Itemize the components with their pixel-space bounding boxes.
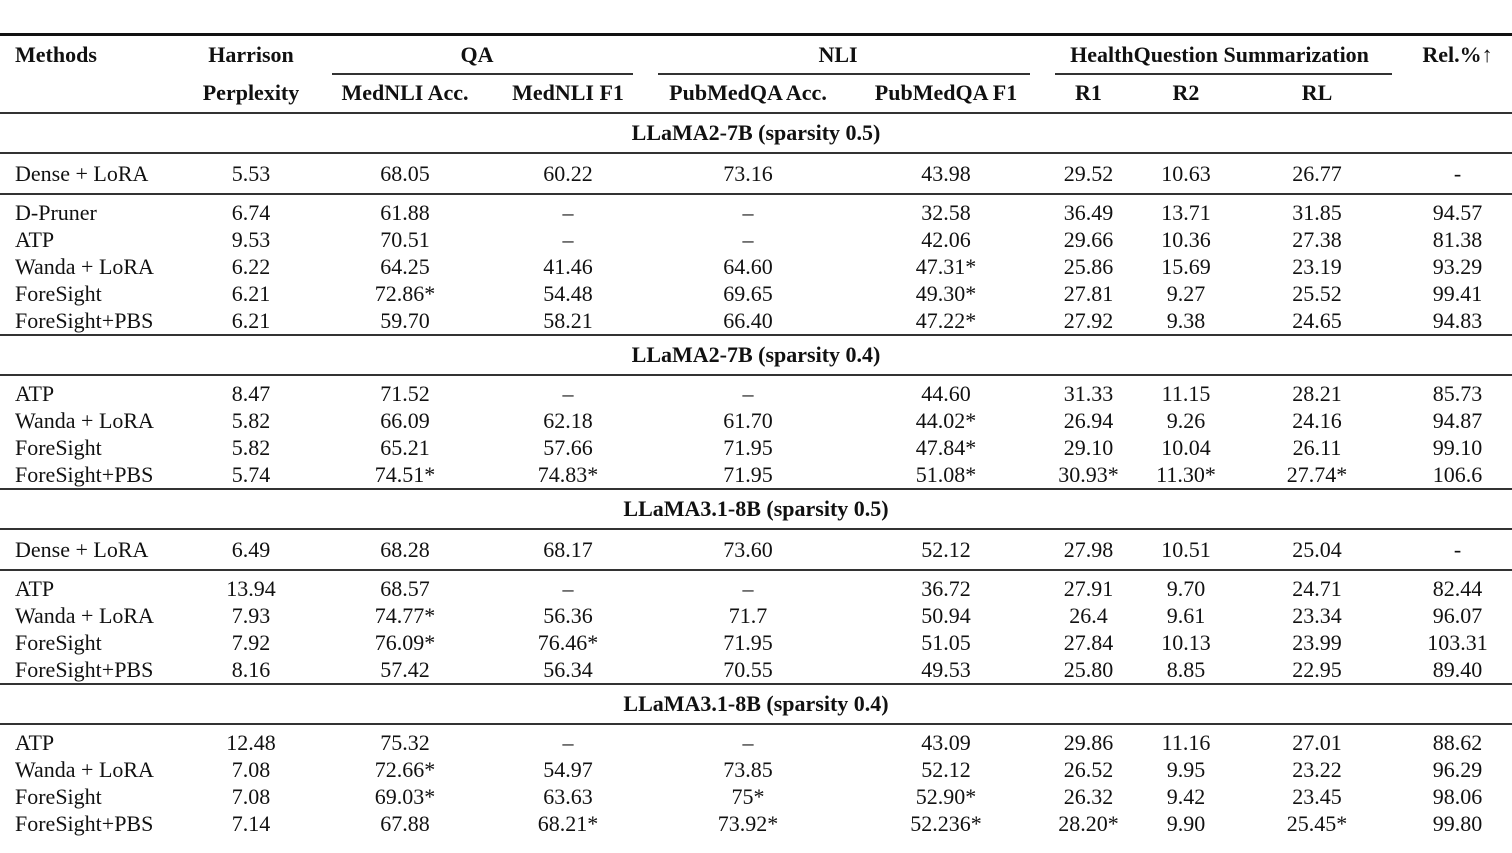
cell-pubmedqa-acc: –	[640, 375, 856, 407]
cell-r2: 11.15	[1141, 375, 1231, 407]
cell-perplexity: 5.82	[231, 408, 271, 433]
cell-pubmedqa-f1: 49.30*	[915, 281, 977, 306]
cell-pubmedqa-f1: 44.02*	[915, 408, 977, 433]
cell-rel: 85.73	[1403, 375, 1512, 407]
cell-perplexity: 5.82	[231, 435, 271, 460]
dense-baseline-row	[0, 153, 1512, 194]
cell-method: ForeSight	[15, 630, 102, 655]
cell-perplexity: 8.47	[188, 375, 314, 407]
cell-pubmedqa-acc: 75*	[731, 784, 765, 809]
section-title: LLaMA3.1-8B (sparsity 0.5)	[0, 489, 1512, 529]
cell-perplexity: 7.14	[231, 811, 271, 836]
cell-method: ForeSight+PBS	[15, 811, 154, 836]
cell-method: D-Pruner	[0, 194, 188, 226]
cell-mednli-acc: 68.57	[314, 570, 496, 602]
cell-r1: 29.66	[1063, 227, 1114, 252]
table-row	[0, 307, 1512, 335]
cell-mednli-acc: 74.77*	[374, 603, 436, 628]
cell-pubmedqa-acc: –	[640, 724, 856, 756]
cell-r2: 10.13	[1161, 630, 1211, 655]
cell-rel: 93.29	[1432, 254, 1483, 279]
cell-mednli-f1: –	[496, 194, 640, 226]
cell-pubmedqa-acc: 64.60	[723, 254, 773, 279]
cell-pubmedqa-f1: 36.72	[856, 570, 1036, 602]
table-row	[0, 375, 1512, 407]
cell-r2: 9.61	[1166, 603, 1206, 628]
cell-rel: 94.83	[1432, 308, 1483, 333]
cell-mednli-f1: 56.34	[543, 657, 593, 682]
cell-pubmedqa-acc: –	[640, 194, 856, 226]
cell-rl: 27.38	[1292, 227, 1342, 252]
cell-mednli-f1: –	[562, 227, 574, 252]
cell-pubmedqa-f1: 32.58	[856, 194, 1036, 226]
cell-rel: 96.29	[1432, 757, 1483, 782]
table-row	[0, 756, 1512, 783]
table-row	[0, 810, 1512, 837]
header-row-1	[0, 35, 1512, 75]
header-mednli-acc: MedNLI Acc.	[341, 80, 469, 105]
header-blank	[0, 74, 188, 113]
cell-rel: 99.80	[1432, 811, 1483, 836]
table-row	[0, 434, 1512, 461]
cell-pubmedqa-acc: 69.65	[723, 281, 773, 306]
cell-r2: 13.71	[1141, 194, 1231, 226]
cell-rl: 22.95	[1292, 657, 1342, 682]
cell-perplexity: 5.74	[231, 462, 271, 487]
cell-perplexity: 8.16	[231, 657, 271, 682]
cell-rl: 23.22	[1292, 757, 1342, 782]
cell-r1: 31.33	[1036, 375, 1141, 407]
cell-rel: -	[1403, 153, 1512, 194]
table-body	[0, 113, 1512, 837]
cell-r1: 27.98	[1036, 529, 1141, 570]
cell-perplexity: 7.92	[231, 630, 271, 655]
cell-rl: 27.74*	[1286, 462, 1348, 487]
cell-rel: 103.31	[1427, 630, 1488, 655]
cell-perplexity: 7.93	[231, 603, 271, 628]
cell-r1: 29.52	[1036, 153, 1141, 194]
cell-method: Wanda + LoRA	[15, 757, 154, 782]
cell-r1: 30.93*	[1058, 462, 1119, 487]
header-row-2	[0, 74, 1512, 113]
cell-method: Wanda + LoRA	[15, 603, 154, 628]
cell-mednli-acc: 64.25	[380, 254, 430, 279]
cell-pubmedqa-acc: 71.95	[723, 462, 773, 487]
cell-rl: 27.01	[1231, 724, 1403, 756]
table-row	[0, 602, 1512, 629]
cell-mednli-f1: 62.18	[543, 408, 593, 433]
header-mednli-f1: MedNLI F1	[512, 80, 624, 105]
cell-rel: 106.6	[1432, 462, 1483, 487]
table-row	[0, 783, 1512, 810]
cell-rl: 24.16	[1292, 408, 1342, 433]
cell-pubmedqa-acc: 73.92*	[717, 811, 779, 836]
cell-pubmedqa-f1: 52.236*	[910, 811, 982, 836]
cell-r1: 26.32	[1063, 784, 1114, 809]
cell-mednli-f1: 54.97	[543, 757, 593, 782]
cell-pubmedqa-f1: 47.22*	[915, 308, 977, 333]
cell-pubmedqa-acc: 71.95	[723, 435, 773, 460]
cell-rl: 25.45*	[1286, 811, 1348, 836]
cell-rel: 94.57	[1403, 194, 1512, 226]
cell-r2: 11.16	[1141, 724, 1231, 756]
cell-method: ATP	[0, 375, 188, 407]
section-header-row	[0, 335, 1512, 375]
cell-mednli-f1: 68.21*	[537, 811, 599, 836]
cell-mednli-f1: 68.17	[496, 529, 640, 570]
cell-pubmedqa-f1: 52.12	[856, 529, 1036, 570]
cell-mednli-f1: 57.66	[543, 435, 593, 460]
cell-pubmedqa-f1: 43.98	[856, 153, 1036, 194]
header-methods: Methods	[0, 35, 188, 75]
cell-method: ForeSight	[15, 281, 102, 306]
cmidrule-qa	[332, 73, 633, 75]
cell-mednli-f1: 60.22	[496, 153, 640, 194]
section-header-row	[0, 684, 1512, 724]
cell-rel: 89.40	[1432, 657, 1483, 682]
cell-rl: 26.77	[1231, 153, 1403, 194]
cell-perplexity: 5.53	[188, 153, 314, 194]
cell-mednli-acc: 57.42	[380, 657, 430, 682]
caption-fragment	[0, 0, 1512, 2]
cell-mednli-f1: –	[496, 724, 640, 756]
cell-r1: 26.94	[1063, 408, 1114, 433]
header-perplexity: Perplexity	[202, 80, 300, 105]
cell-mednli-f1: –	[496, 375, 640, 407]
results-table	[0, 33, 1512, 837]
cell-pubmedqa-f1: 50.94	[921, 603, 971, 628]
cell-r1: 25.80	[1063, 657, 1114, 682]
cell-rel: 88.62	[1403, 724, 1512, 756]
cell-r2: 9.27	[1166, 281, 1206, 306]
header-r1: R1	[1075, 80, 1102, 105]
cell-r1: 27.92	[1063, 308, 1114, 333]
cell-mednli-acc: 72.86*	[374, 281, 436, 306]
cell-mednli-f1: –	[496, 570, 640, 602]
cell-method: ATP	[0, 570, 188, 602]
cell-method: Dense + LoRA	[0, 153, 188, 194]
cell-mednli-f1: 54.48	[543, 281, 593, 306]
table-row	[0, 570, 1512, 602]
cell-pubmedqa-f1: 43.09	[856, 724, 1036, 756]
cell-perplexity: 6.49	[188, 529, 314, 570]
cell-method: ATP	[0, 724, 188, 756]
cell-mednli-acc: 59.70	[380, 308, 430, 333]
cell-rl: 24.65	[1292, 308, 1342, 333]
cell-pubmedqa-acc: 71.95	[723, 630, 773, 655]
header-harrison: Harrison	[188, 35, 314, 75]
cell-rl: 24.71	[1231, 570, 1403, 602]
cell-r2: 10.63	[1141, 153, 1231, 194]
cell-method: Wanda + LoRA	[15, 408, 154, 433]
cell-perplexity: 13.94	[188, 570, 314, 602]
header-rel-blank	[1403, 74, 1512, 113]
table-row	[0, 629, 1512, 656]
cell-rel: 99.41	[1432, 281, 1483, 306]
cell-r1: 25.86	[1063, 254, 1114, 279]
table-row	[0, 280, 1512, 307]
cell-pubmedqa-f1: 52.12	[921, 757, 971, 782]
cell-rl: 31.85	[1231, 194, 1403, 226]
cell-r1: 29.10	[1063, 435, 1114, 460]
header-summarization: HealthQuestion Summarization	[1036, 35, 1403, 75]
cell-pubmedqa-f1: 47.31*	[915, 254, 977, 279]
cell-mednli-acc: 71.52	[314, 375, 496, 407]
cell-perplexity: 6.21	[231, 281, 271, 306]
cell-method: ForeSight	[15, 784, 102, 809]
cell-rel: 82.44	[1403, 570, 1512, 602]
cell-r2: 9.38	[1166, 308, 1206, 333]
section-header-row	[0, 113, 1512, 153]
cell-pubmedqa-acc: 61.70	[723, 408, 773, 433]
cmidrule-summarization	[1055, 73, 1392, 75]
cell-pubmedqa-acc: 70.55	[723, 657, 773, 682]
cell-r1: 27.91	[1036, 570, 1141, 602]
table-row	[0, 724, 1512, 756]
cell-r1: 36.49	[1036, 194, 1141, 226]
section-title: LLaMA2-7B (sparsity 0.4)	[0, 335, 1512, 375]
cell-rel: 94.87	[1432, 408, 1483, 433]
cell-rel: 99.10	[1432, 435, 1483, 460]
cell-mednli-acc: 68.28	[314, 529, 496, 570]
table-row	[0, 226, 1512, 253]
cell-mednli-f1: 58.21	[543, 308, 593, 333]
cell-pubmedqa-f1: 51.05	[921, 630, 971, 655]
cell-rl: 23.45	[1292, 784, 1342, 809]
cell-r1: 26.4	[1069, 603, 1108, 628]
cell-perplexity: 9.53	[231, 227, 271, 252]
cell-perplexity: 7.08	[231, 784, 271, 809]
cell-mednli-acc: 65.21	[380, 435, 430, 460]
cell-pubmedqa-acc: 73.85	[723, 757, 773, 782]
header-pubmedqa-acc: PubMedQA Acc.	[669, 80, 827, 105]
cell-perplexity: 6.21	[231, 308, 271, 333]
cell-mednli-acc: 66.09	[380, 408, 430, 433]
cell-perplexity: 6.22	[231, 254, 271, 279]
cell-r2: 15.69	[1161, 254, 1211, 279]
cell-pubmedqa-acc: –	[640, 570, 856, 602]
cell-r1: 27.84	[1063, 630, 1114, 655]
cell-r1: 26.52	[1063, 757, 1114, 782]
cell-r2: 10.51	[1141, 529, 1231, 570]
cell-method: Wanda + LoRA	[15, 254, 154, 279]
cell-mednli-acc: 70.51	[380, 227, 430, 252]
cell-r2: 11.30*	[1156, 462, 1216, 487]
table-row	[0, 656, 1512, 684]
cmidrule-nli	[658, 73, 1030, 75]
header-qa: QA	[314, 35, 640, 75]
cell-method: ForeSight+PBS	[15, 308, 154, 333]
cell-mednli-f1: 76.46*	[537, 630, 599, 655]
cell-pubmedqa-acc: –	[742, 227, 754, 252]
cell-mednli-acc: 61.88	[314, 194, 496, 226]
cell-r2: 9.95	[1166, 757, 1206, 782]
cell-rl: 25.52	[1292, 281, 1342, 306]
cell-r1: 27.81	[1063, 281, 1114, 306]
section-header-row	[0, 489, 1512, 529]
cell-rel: 96.07	[1432, 603, 1483, 628]
cell-pubmedqa-f1: 47.84*	[915, 435, 977, 460]
cell-pubmedqa-f1: 42.06	[921, 227, 971, 252]
table-row	[0, 253, 1512, 280]
cell-rl: 28.21	[1231, 375, 1403, 407]
dense-baseline-row	[0, 529, 1512, 570]
cell-method: ForeSight+PBS	[15, 657, 154, 682]
cell-perplexity: 6.74	[188, 194, 314, 226]
section-title: LLaMA3.1-8B (sparsity 0.4)	[0, 684, 1512, 724]
cell-mednli-f1: 56.36	[543, 603, 593, 628]
header-rel: Rel.%↑	[1403, 35, 1512, 75]
cell-mednli-acc: 68.05	[314, 153, 496, 194]
cell-mednli-acc: 67.88	[380, 811, 430, 836]
cell-r2: 9.70	[1141, 570, 1231, 602]
cell-pubmedqa-acc: 66.40	[723, 308, 773, 333]
header-nli: NLI	[640, 35, 1036, 75]
table-row	[0, 194, 1512, 226]
cell-rel: 81.38	[1432, 227, 1483, 252]
cell-r1: 29.86	[1036, 724, 1141, 756]
section-title: LLaMA2-7B (sparsity 0.5)	[0, 113, 1512, 153]
cell-method: ForeSight	[15, 435, 102, 460]
cell-mednli-acc: 76.09*	[374, 630, 436, 655]
header-r2: R2	[1172, 80, 1200, 105]
cell-r2: 9.90	[1166, 811, 1206, 836]
cell-rl: 23.99	[1292, 630, 1342, 655]
cell-rl: 25.04	[1231, 529, 1403, 570]
cell-r2: 9.42	[1166, 784, 1206, 809]
cell-method: ForeSight+PBS	[15, 462, 154, 487]
cell-method: ATP	[15, 227, 55, 252]
cell-pubmedqa-f1: 44.60	[856, 375, 1036, 407]
cell-pubmedqa-f1: 51.08*	[915, 462, 977, 487]
cell-mednli-f1: 74.83*	[537, 462, 599, 487]
cell-pubmedqa-acc: 71.7	[728, 603, 768, 628]
cell-rl: 23.34	[1292, 603, 1342, 628]
cell-pubmedqa-f1: 49.53	[921, 657, 971, 682]
cell-mednli-acc: 72.66*	[374, 757, 436, 782]
cell-r2: 10.04	[1161, 435, 1211, 460]
header-rl: RL	[1301, 80, 1333, 105]
table-row	[0, 461, 1512, 489]
cell-rel: -	[1403, 529, 1512, 570]
cell-rl: 26.11	[1292, 435, 1342, 460]
cell-perplexity: 12.48	[188, 724, 314, 756]
header-pubmedqa-f1: PubMedQA F1	[874, 80, 1018, 105]
cell-pubmedqa-f1: 52.90*	[915, 784, 977, 809]
cell-mednli-f1: 63.63	[543, 784, 593, 809]
cell-r2: 10.36	[1161, 227, 1211, 252]
cell-pubmedqa-acc: 73.60	[640, 529, 856, 570]
cell-perplexity: 7.08	[231, 757, 271, 782]
cell-mednli-f1: 41.46	[543, 254, 593, 279]
cell-mednli-acc: 75.32	[314, 724, 496, 756]
cell-r2: 8.85	[1166, 657, 1206, 682]
cell-pubmedqa-acc: 73.16	[640, 153, 856, 194]
cell-rel: 98.06	[1432, 784, 1483, 809]
cell-mednli-acc: 74.51*	[374, 462, 436, 487]
cell-method: Dense + LoRA	[0, 529, 188, 570]
cell-r2: 9.26	[1166, 408, 1206, 433]
cell-r1: 28.20*	[1058, 811, 1119, 836]
table-row	[0, 407, 1512, 434]
cell-rl: 23.19	[1292, 254, 1342, 279]
cell-mednli-acc: 69.03*	[374, 784, 436, 809]
